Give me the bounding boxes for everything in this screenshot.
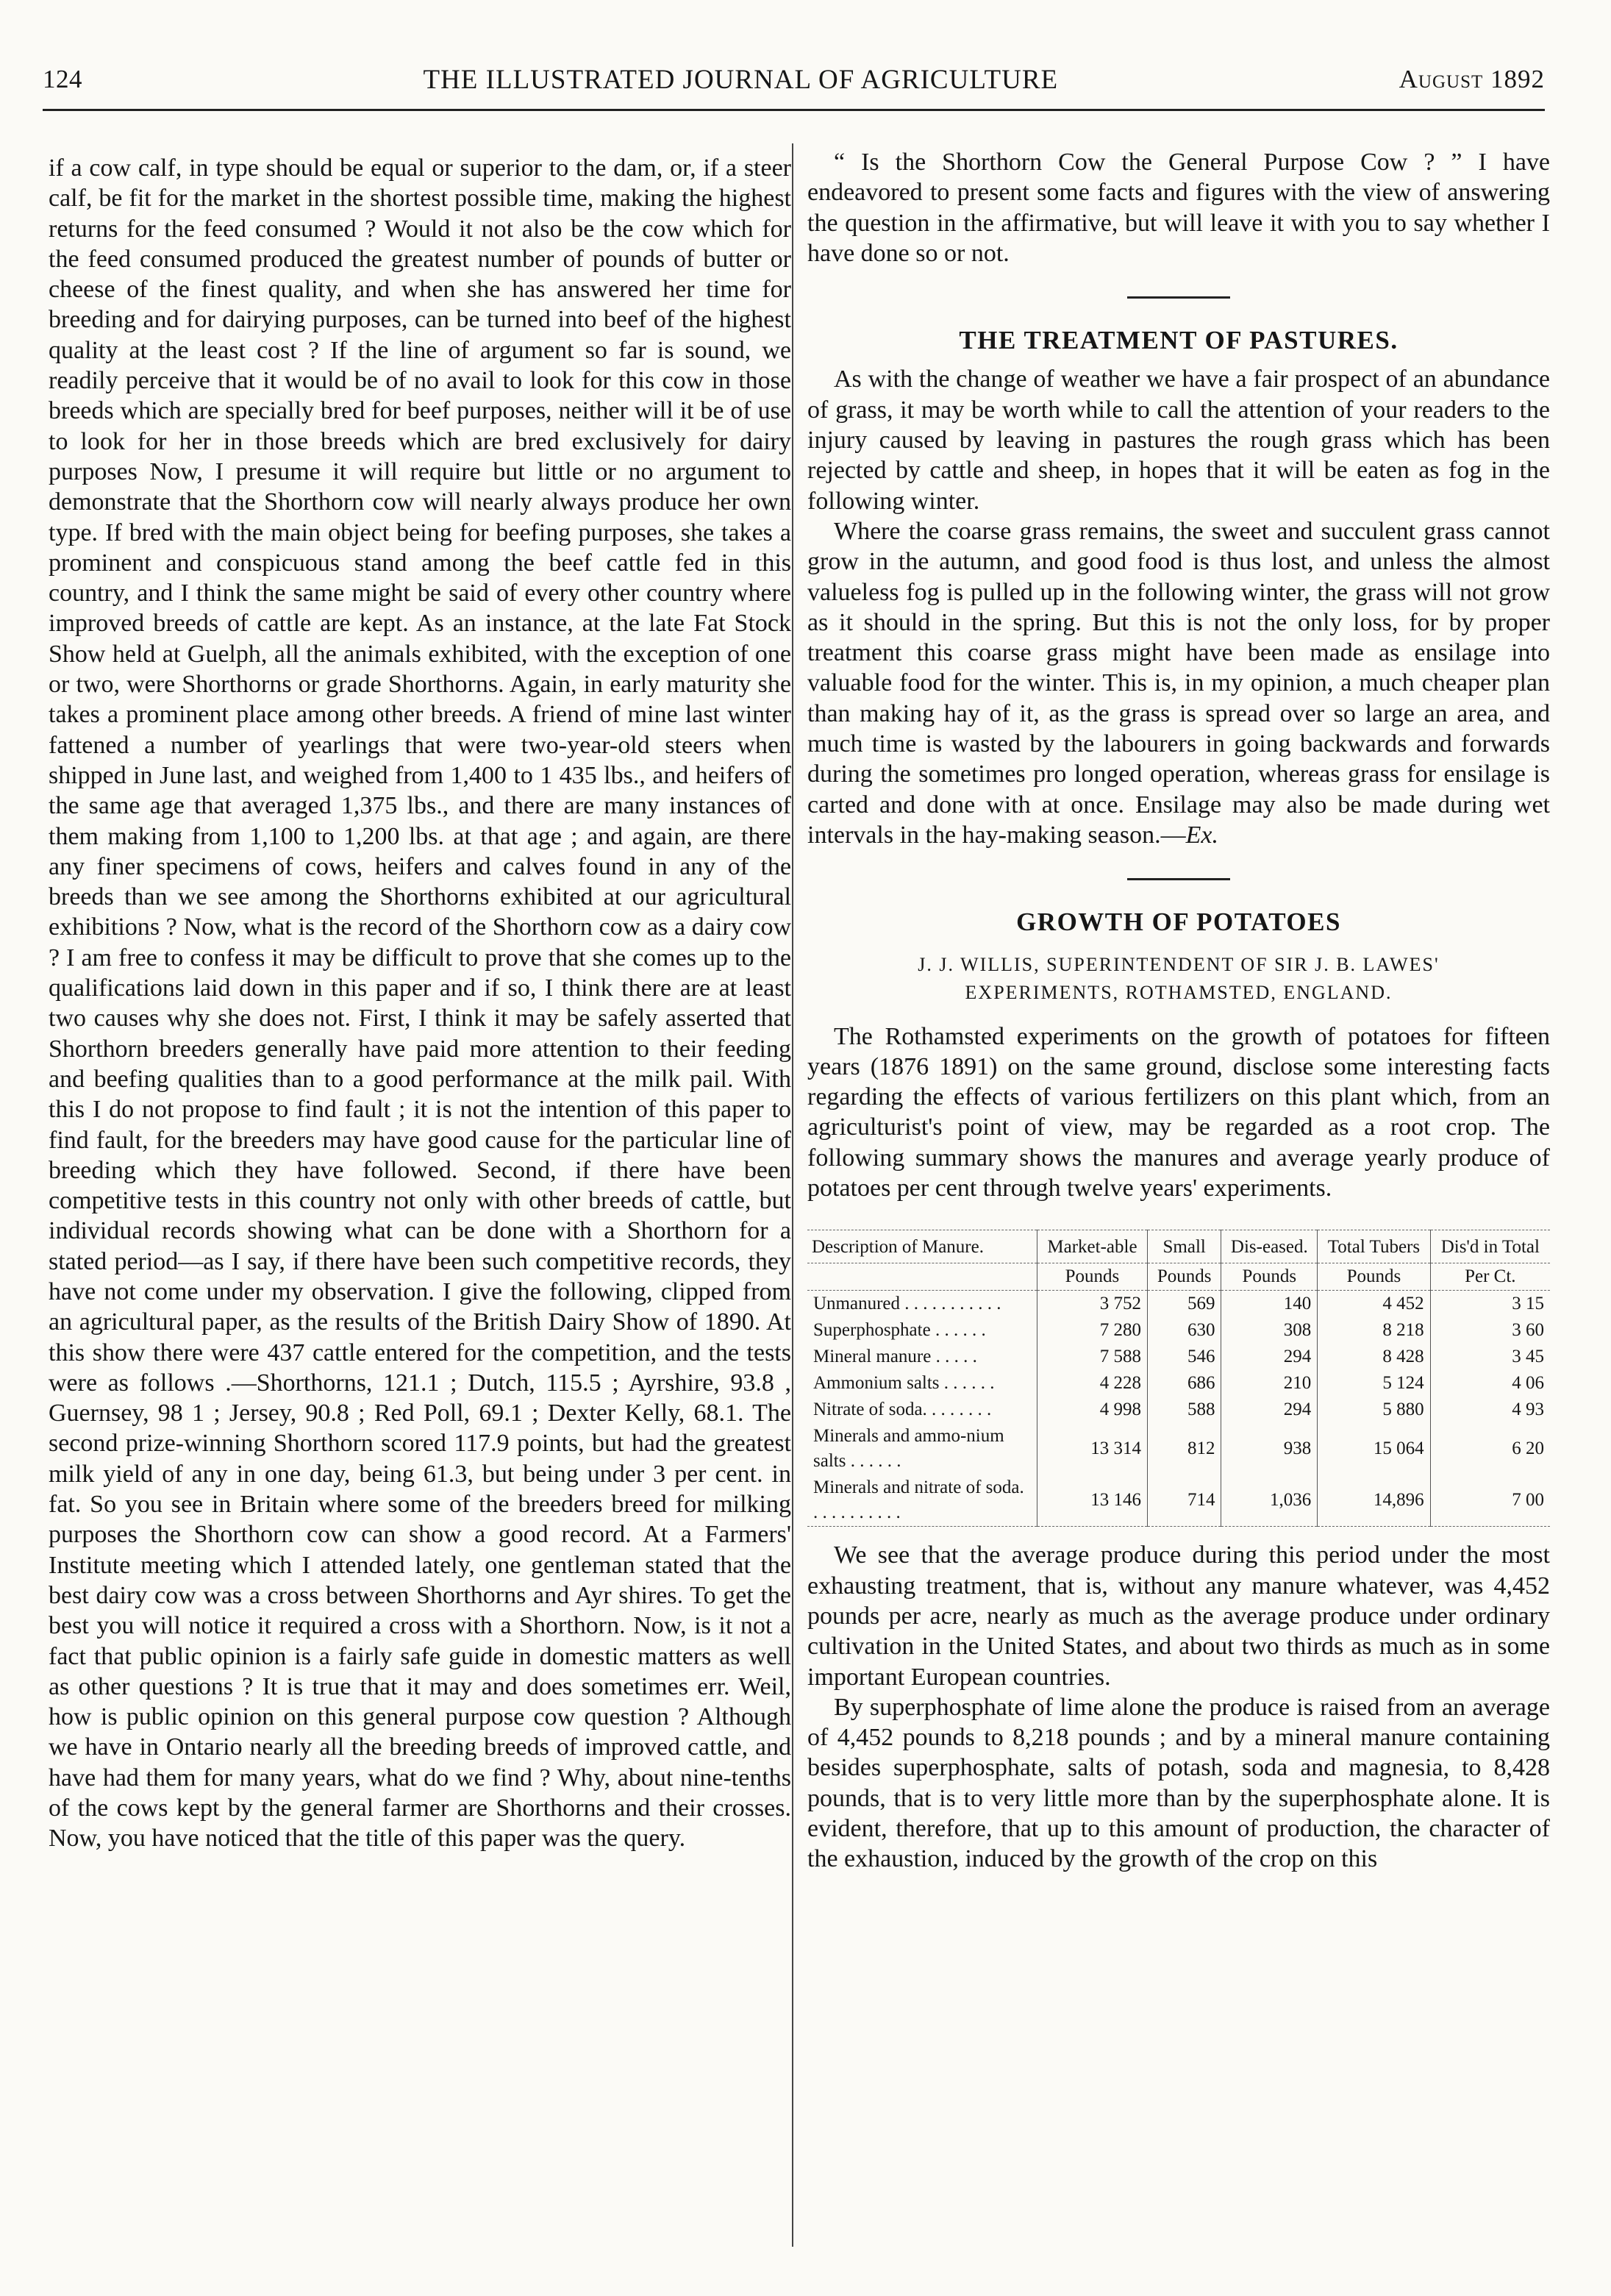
table-cell: 294 — [1221, 1397, 1318, 1423]
table-cell: 4 452 — [1318, 1291, 1430, 1318]
table-cell: Unmanured . . . . . . . . . . . — [813, 1294, 1001, 1314]
table-cell: 812 — [1147, 1423, 1221, 1475]
table-cell: 714 — [1147, 1475, 1221, 1527]
col-header: Dis-eased. — [1221, 1230, 1318, 1263]
table-row — [807, 1370, 1550, 1397]
left-column — [49, 153, 791, 1854]
table-cell: 13 146 — [1037, 1475, 1148, 1527]
header-rule — [43, 109, 1545, 111]
table-cell: 569 — [1147, 1291, 1221, 1318]
table-row — [807, 1291, 1550, 1318]
manure-table — [807, 1230, 1550, 1527]
table-cell: 7 00 — [1430, 1475, 1550, 1527]
table-cell: Ammonium salts . . . . . . — [813, 1373, 995, 1394]
table-cell: 14,896 — [1318, 1475, 1430, 1527]
pastures-paragraph-text: Where the coarse grass remains, the sweet and succulent grass cannot grow in the autumn, and good food is thus lost, and unless the almost valueless fog is pulled up in the following winter, the grass will not grow as it should in the spring. But this is not the only loss, for by proper treatment this coarse grass might have been made as ensilage into valuable food for the winter. This is, in my opinion, a much cheaper plan than making hay of it, as the grass is spread over so large an area, and much time is wasted by the labourers in going backwards and forwards during the sometimes pro longed operation, whereas grass for ensilage is carted and done with at once. Ensilage may also be made during wet intervals in the hay-making season.— — [807, 517, 1550, 849]
table-row — [807, 1423, 1550, 1475]
table-cell: 5 124 — [1318, 1370, 1430, 1397]
potatoes-paragraph: By superphosphate of lime alone the produce is raised from an average of 4,452 pounds to 8,218 pounds ; and by a mineral manure containing besides superphosphate, salts of potash, soda and magnesia, to 8,428 pounds, that is to very little more than by the superphosphate alone. It is evident, therefore, that up to this amount of production, the character of the exhaustion, induced by the growth of the crop on this — [807, 1693, 1550, 1873]
table-cell: 4 93 — [1430, 1397, 1550, 1423]
table-cell: 686 — [1147, 1370, 1221, 1397]
table-cell: 308 — [1221, 1317, 1318, 1344]
unit-cell: Pounds — [1318, 1263, 1430, 1291]
section-rule — [1127, 878, 1230, 880]
table-cell: 546 — [1147, 1344, 1221, 1370]
table-cell: 3 15 — [1430, 1291, 1550, 1318]
pastures-paragraph: As with the change of weather we have a fair prospect of an abundance of grass, it may be worth while to call the attention of your readers to the injury caused by leaving in pastures the rough grass which has been rejected by cattle and sheep, in hopes that it will be eaten as fog in the following winter. — [807, 366, 1550, 515]
table-cell: 1,036 — [1221, 1475, 1318, 1527]
issue-date: August 1892 — [1399, 65, 1545, 93]
table-row — [807, 1344, 1550, 1370]
potatoes-byline — [829, 951, 1528, 1007]
left-paragraph: if a cow calf, in type should be equal or superior to the dam, or, if a steer calf, be fit for the market in the shortest possible time, making the highest returns for the feed consumed ? Would it not also be the cow which for the feed consumed produced the greatest number of pounds of butter or cheese of the finest quality, and when she has answered her time for breeding and for dairying purposes, can be turned into beef of the highest quality at the least cost ? If the line of argument so far is sound, we readily perceive that it would be of no avail to look for this cow in those breeds which are specially bred for beef purposes, neither will it be of use to look for her in those breeds which are bred exclusively for dairy purposes Now, I presume it will require but little or no argument to demonstrate that the Shorthorn cow will nearly always produce her own type. If bred with the main object being for beefing purposes, she takes a prominent and conspicuous stand among the beef cattle fed in this country, and I think the same might be said of every other country where improved breeds of cattle are kept. As an instance, at the late Fat Stock Show held at Guelph, all the animals exhibited, with the exception of one or two, were Shorthorns or grade Shorthorns. Again, in early maturity she takes a prominent place among other breeds. A friend of mine last winter fattened a number of yearlings that were two-year-old steers when shipped in June last, and weighed from 1,400 to 1 435 lbs., and heifers of the same age that averaged 1,375 lbs., and there are many instances of them making from 1,100 to 1,200 lbs. at that age ; and again, are there any finer specimens of cows, heifers and calves found in any of the breeds than we see among the Shorthorns exhibited at our agricultural exhibitions ? Now, what is the record of the Shorthorn cow as a dairy cow ? I am free to confess it may be difficult to prove that she comes up to the qualifications laid down in this paper and if so, I think there are at least two causes why she does not. First, I think it may be safely asserted that Shorthorn breeders generally have paid more attention to their feeding and beefing qualities than to a good performance at the milk pail. With this I do not propose to find fault ; it is not the intention of this paper to find fault, for the breeders may have good cause for the particular line of breeding which they have followed. Second, if there have been competitive tests in this country not only with other breeds of cattle, but individual records showing what can be done with a Shorthorn for a stated period—as I say, if there have been such competitive records, they have not come under my observation. I give the following, clipped from an agricultural paper, as the results of the British Dairy Show of 1890. At this show there were 437 cattle entered for the competition, and the tests were as follows .—Shorthorns, 121.1 ; Dutch, 115.5 ; Ayrshire, 93.8 , Guernsey, 98 1 ; Jersey, 90.8 ; Red Poll, 69.1 ; Dexter Kelly, 68.1. The second prize-winning Shorthorn scored 117.9 points, but had the greatest milk yield of any in one day, being 61.3, but being under 3 per cent. in fat. So you see in Britain where some of the breeders breed for milking purposes the Shorthorn cow can show a good record. At a Farmers' Institute meeting which I attended lately, one gentleman stated that the best dairy cow was a cross between Shorthorns and Ayr shires. To get the best you will notice it required a cross with a Shorthorn. Now, is it not a fact that public opinion is a fairly safe guide in domestic matters as well as other questions ? It is true that it may and does sometimes err. Weil, how is public opinion on this general purpose cow question ? Although we have in Ontario nearly all the breeding breeds of improved cattle, and have had them for many years, what do we find ? Why, about nine-tenths of the cows kept by the general farmer are Shorthorns and their crosses. Now, you have noticed that the title of this paper was the query. — [49, 154, 791, 1853]
table-cell: 3 60 — [1430, 1317, 1550, 1344]
table-cell: 294 — [1221, 1344, 1318, 1370]
table-cell: 630 — [1147, 1317, 1221, 1344]
table-cell: 15 064 — [1318, 1423, 1430, 1475]
column-divider — [792, 143, 793, 2247]
table-cell: Superphosphate . . . . . . — [813, 1320, 986, 1341]
table-row — [807, 1475, 1550, 1527]
table-cell: 588 — [1147, 1397, 1221, 1423]
col-header: Dis'd in Total — [1430, 1230, 1550, 1263]
unit-cell — [807, 1263, 1037, 1291]
table-cell: 8 218 — [1318, 1317, 1430, 1344]
table-cell: 7 588 — [1037, 1344, 1148, 1370]
col-header: Small — [1147, 1230, 1221, 1263]
table-cell: 4 998 — [1037, 1397, 1148, 1423]
unit-cell: Per Ct. — [1430, 1263, 1550, 1291]
table-row — [807, 1317, 1550, 1344]
table-row — [807, 1397, 1550, 1423]
unit-cell: Pounds — [1221, 1263, 1318, 1291]
pastures-title: THE TREATMENT OF PASTURES. — [959, 326, 1399, 355]
pastures-paragraph — [807, 516, 1550, 850]
table-cell: 8 428 — [1318, 1344, 1430, 1370]
table-cell: Minerals and ammo-nium salts . . . . . . — [813, 1426, 1004, 1472]
table-cell: Nitrate of soda. . . . . . . . — [813, 1400, 992, 1420]
section-rule — [1127, 296, 1230, 299]
table-cell: 7 280 — [1037, 1317, 1148, 1344]
table-cell: 4 06 — [1430, 1370, 1550, 1397]
table-cell: Minerals and nitrate of soda. . . . . . . . . . . — [807, 1475, 1037, 1527]
table-cell: 5 880 — [1318, 1397, 1430, 1423]
table-cell: 140 — [1221, 1291, 1318, 1318]
table-cell: 3 45 — [1430, 1344, 1550, 1370]
col-header: Description of Manure. — [807, 1230, 1037, 1263]
byline-place: EXPERIMENTS, ROTHAMSTED, ENGLAND. — [965, 981, 1393, 1003]
potatoes-intro: The Rothamsted experiments on the growth of potatoes for fifteen years (1876 1891) on the same ground, disclose some interesting facts regarding the effects of various fertilizers on this plant which, from an agriculturist's point of view, may be regarded as a root crop. The following summary shows the manures and average yearly produce of potatoes per cent through twelve years' experiments. — [807, 1022, 1550, 1202]
potatoes-paragraph: We see that the average produce during this period under the most exhausting treatment, that is, without any manure whatever, was 4,452 pounds per acre, nearly as much as the average produce under ordinary cultivation in the United States, and about two thirds as much as in some important European countries. — [807, 1541, 1550, 1691]
table-cell: 6 20 — [1430, 1423, 1550, 1475]
table-cell: 4 228 — [1037, 1370, 1148, 1397]
units-row — [807, 1263, 1550, 1291]
col-header: Total Tubers — [1318, 1230, 1430, 1263]
right-column — [807, 147, 1550, 1875]
page-header — [43, 57, 1545, 101]
table-cell: 938 — [1221, 1423, 1318, 1475]
page-number: 124 — [43, 65, 82, 93]
table-cell: 210 — [1221, 1370, 1318, 1397]
unit-cell: Pounds — [1147, 1263, 1221, 1291]
intro-paragraph: “ Is the Shorthorn Cow the General Purpose Cow ? ” I have endeavored to present some facts and figures with the view of answering the question in the affirmative, but will leave it with you to say whether I have done so or not. — [807, 149, 1550, 267]
potatoes-title: GROWTH OF POTATOES — [1016, 908, 1341, 937]
byline-author: J. J. WILLIS, SUPERINTENDENT OF SIR J. B. LAWES' — [918, 953, 1440, 975]
table-header-row — [807, 1230, 1550, 1263]
journal-title: THE ILLUSTRATED JOURNAL OF AGRICULTURE — [423, 64, 1059, 95]
col-header: Market-able — [1037, 1230, 1148, 1263]
pastures-signature: Ex. — [1185, 821, 1218, 849]
unit-cell: Pounds — [1037, 1263, 1148, 1291]
table-cell: Mineral manure . . . . . — [813, 1347, 977, 1367]
table-cell: 13 314 — [1037, 1423, 1148, 1475]
table-cell: 3 752 — [1037, 1291, 1148, 1318]
